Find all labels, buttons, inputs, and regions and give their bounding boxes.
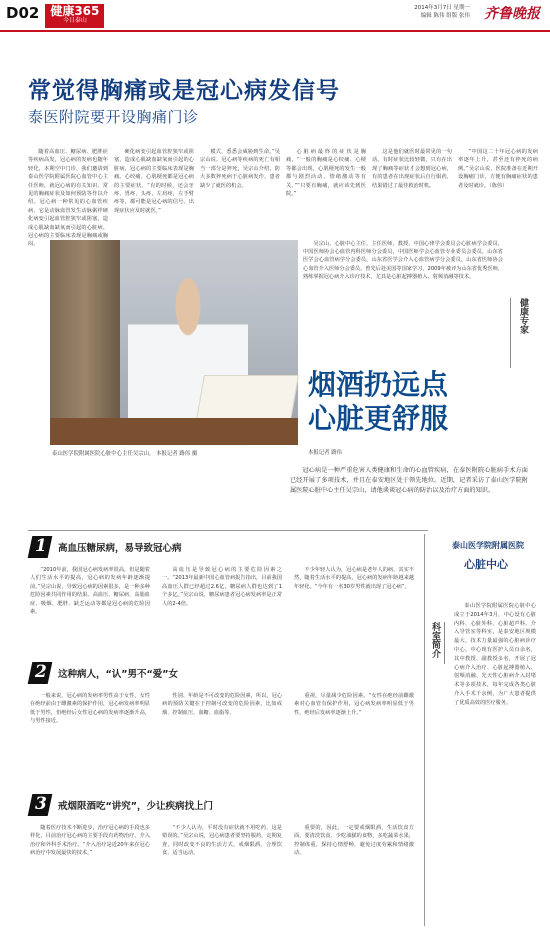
section-1-column-2 xyxy=(162,566,282,650)
issue-date: 2014年3月7日 星期一 xyxy=(414,5,470,11)
headline: 常觉得胸痛或是冠心病发信号 xyxy=(28,78,340,104)
page-code: D02 xyxy=(6,4,40,22)
intro-text: 冠心病是一种严重危害人类健康和生命的心血管疾病，在泰医附院心脏病手术方面已经开展了多项技术，并且在泰安地区处于领先地位。近期，记者采访了泰山医学院附属医院心脏中心主任吴宗山，请他谈谈冠心病的防治以及治疗方面的知识。 xyxy=(290,467,528,494)
section-3-column-2 xyxy=(162,824,282,924)
section-3-header xyxy=(30,792,213,818)
column-text: 模式，悉悉会威胁到生命。”吴宗山说。冠心病等疾病的死亡有相当一部分是猝死，吴宗山介绍，防大多数猝死病于心脏病发作，患者缺少了就医的机会。 xyxy=(200,149,280,189)
masthead-rule xyxy=(0,30,550,32)
column-text: 一般来说，冠心病的发病率男性高于女性，女性在绝经前由于雌激素的保护作用，冠心病发病率明显低于男性，但绝经后女性冠心病的发病率逐渐升高，与男性接近。 xyxy=(30,693,150,725)
column-text: 这是他们就医时最常见的一句话。有时症状比较轻微，只有在出现了胸痛等症状才会想到冠心病，有的患者在出现症状后自行服药，结果错过了最佳救治时机。 xyxy=(372,149,452,189)
paper-logo: 齐鲁晚报 xyxy=(484,6,540,22)
photo-caption: 泰山医学院附属医院心脏中心主任吴宗山。 本报记者 路伟 摄 xyxy=(52,451,198,457)
health-expert-label: 健康专家 xyxy=(518,298,528,334)
section-2-column-1 xyxy=(30,692,150,788)
doctor-photo xyxy=(50,240,298,445)
photo-book xyxy=(196,375,299,420)
article-column-4 xyxy=(286,148,366,236)
sidebar-text: 泰山医学院附属医院心脏中心成立于2014年3月，中心设有心脏内科、心脏外科、心脏超声科、介入导管室等科室，是泰安地区规模最大、技术力量最强的心脏病诊疗中心。中心现有医护人员百余名，其中教授、副教授多名，开展了冠心病介入治疗、心脏起搏器植入、射频消融、先天性心脏病介入封堵术等多项技术，每年完成各类心脏介入手术千余例，为广大患者提供了优质高效的医疗服务。 xyxy=(454,603,536,706)
feature-intro xyxy=(290,466,528,496)
department-intro-tag: 科室简介 xyxy=(433,622,445,664)
section-number-badge xyxy=(30,660,52,686)
sidebar-divider xyxy=(424,534,425,926)
column-text: 硬化病变引起血管腔狭窄或阻塞，造成心肌缺血缺氧而引起的心脏病，冠心病的主要临床表现是胸痛。心绞痛、心肌梗死都是冠心病的主要症状，“有的时候，还会牙疼，胃疼，头疼，左肩疼，左手臂疼等，都可能是冠心病的信号。出现症状应及时就医。” xyxy=(114,149,194,214)
article-column-5 xyxy=(372,148,452,236)
section-2-column-2 xyxy=(162,692,282,788)
sidebar-body xyxy=(454,602,536,708)
section-1-header xyxy=(30,534,182,560)
reporter-byline: 本报记者 路伟 xyxy=(308,450,343,456)
feature-title-line-1: 烟酒扔远点 xyxy=(308,368,449,401)
article-column-3 xyxy=(200,148,280,236)
section-1-column-3 xyxy=(294,566,414,650)
column-text: 重要的，因此，一定要戒烟限酒，生活饮食方面，要清淡饮食，少吃油腻的食物，多吃蔬菜水果，控制体重，保持心情舒畅，避免过度劳累和情绪激动。 xyxy=(294,825,414,857)
column-text: “中国这二十年冠心病的发病率逐年上升，甚至还有猝死的病例。”吴宗山说，医院准备在近期开设胸痛门诊，方便有胸痛症状的患者及时就诊。（陈伟） xyxy=(458,149,538,189)
divider xyxy=(28,530,428,531)
bio-text: 吴宗山，心脏中心主任，主任医师，教授，中国心律学会委员会心脏病学会委员，中国医师协会心血管内科医师分会委员，中国医师学会心血管专业委员会委员，山东省医学会心血管病学分会委员，山东省医学会介入心血管病学分会委员，山东省医师协会心血管介入医师分会委员。曾先后赴美国等国家学习，2009年被评为山东省优秀医师，熟练掌握冠心病介入诊疗技术，尤其是心脏起搏器植入、射频消融等技术。 xyxy=(303,241,503,280)
section-title: 这种病人，“认”男不“爱”女 xyxy=(58,669,178,680)
feature-title xyxy=(308,368,448,436)
section-sub: 今日泰山 xyxy=(62,17,87,24)
section-title: 高血压糖尿病，易导致冠心病 xyxy=(58,543,182,554)
column-text: 高血压是导致冠心病的主要危险因素之一。“2013年最新中国心血管病报告指出，目前我国高血压人群已经超过2.6亿，糖尿病人群也达到了1个多亿。”吴宗山说，糖尿病患者冠心病发病率是正常人的2-4倍。 xyxy=(162,567,282,607)
doctor-bio xyxy=(303,240,503,281)
article-column-2 xyxy=(114,148,194,236)
section-number: 2 xyxy=(35,662,47,682)
column-text: “2010年前，我国冠心病发病率很高，但是随着人们生活水平的提高，冠心病的发病年龄逐渐提前。”吴宗山说，导致冠心病的因素很多，是一种多种危险因素共同作用的结果。高血压、糖尿病、高脂血症、吸烟、肥胖、缺乏运动等都是冠心病的危险因素。 xyxy=(30,567,150,616)
column-text: 心脏病最终的症状是胸痛，“一般的胸痛是心绞痛、心梗等都会出现，心肌梗死的发生一般都与剧烈活动、情绪激动等有关。”“只要有胸痛，就应该先到医院。” xyxy=(286,149,366,198)
section-3-column-3 xyxy=(294,824,414,924)
section-title: 戒烟限酒吃“讲究”，少让疾病找上门 xyxy=(58,801,213,812)
section-number-badge xyxy=(30,792,52,818)
masthead xyxy=(0,0,550,34)
column-text: 不少年轻人认为，冠心病是老年人的病，其实不然，随着生活水平的提高，冠心病的发病年龄越来越年轻化。“今年有一名30岁男性就出现了冠心病”。 xyxy=(294,567,414,590)
sidebar-department-name: 心脏中心 xyxy=(464,558,508,571)
section-number-badge xyxy=(30,534,52,560)
column-text: 重视，尽量减少危险因素。“女性在绝经前雌激素对心血管有保护作用，冠心病发病率明显低于男性，绝经后发病率逐渐上升。” xyxy=(294,693,414,716)
feature-title-line-2: 心脏更舒服 xyxy=(308,402,449,435)
article-column-1 xyxy=(28,148,108,248)
sidebar-institution: 泰山医学院附属医院 xyxy=(452,541,524,550)
section-3-column-1 xyxy=(30,824,150,924)
editors-line: 编辑 陈伟 组版 张伟 xyxy=(420,13,470,19)
department-sidebar xyxy=(430,540,540,925)
article-column-6 xyxy=(458,148,538,236)
section-number: 1 xyxy=(35,536,47,556)
photo-bookshelf xyxy=(50,240,120,420)
subhead: 泰医附院要开设胸痛门诊 xyxy=(28,108,199,126)
column-text: 随着高血压、糖尿病、肥胖症等疾病高发，冠心病的发病也随年轻化，本期空中门诊，我们邀请到泰山医学院附属医院心血管中心主任医师，就冠心病的有关知识、常见的胸痛症状及如何预防等作以介绍。冠心病一种常见的心血管疾病，它是动脉血管发生动脉粥样硬化病变引起血管腔狭窄或阻塞，造成心肌缺血缺氧而引起的心脏病。冠心病的主要临床表现是胸痛或胸闷。 xyxy=(28,149,108,248)
health-expert-tag xyxy=(510,298,534,368)
photo-desk xyxy=(50,418,298,445)
section-name: 健康365 xyxy=(50,4,100,18)
section-1-column-1 xyxy=(30,566,150,650)
column-text: “不少人认为，平时没有症状就不用吃药，这是错误的。”吴宗山说，冠心病患者要坚持服药，定期复查，同时改变不良的生活方式，戒烟限酒，合理饮食，适当运动。 xyxy=(162,825,282,857)
section-2-header xyxy=(30,660,178,686)
column-text: 随着医疗技术不断进步，治疗冠心病的手段也多样化，目前治疗冠心病的主要手段有药物治疗、介入治疗和外科手术治疗。“介入治疗是近20年来在冠心病治疗中发展最快的技术。” xyxy=(30,825,150,857)
section-brand xyxy=(45,4,104,28)
section-2-column-3 xyxy=(294,692,414,788)
masthead-left xyxy=(6,4,104,30)
masthead-info xyxy=(414,4,470,20)
column-text: 性别、年龄是不可改变的危险因素，所以，冠心病的预防关键在于控制可改变的危险因素，比如戒烟、控制血压、血糖、血脂等。 xyxy=(162,693,282,716)
section-number: 3 xyxy=(35,794,47,814)
